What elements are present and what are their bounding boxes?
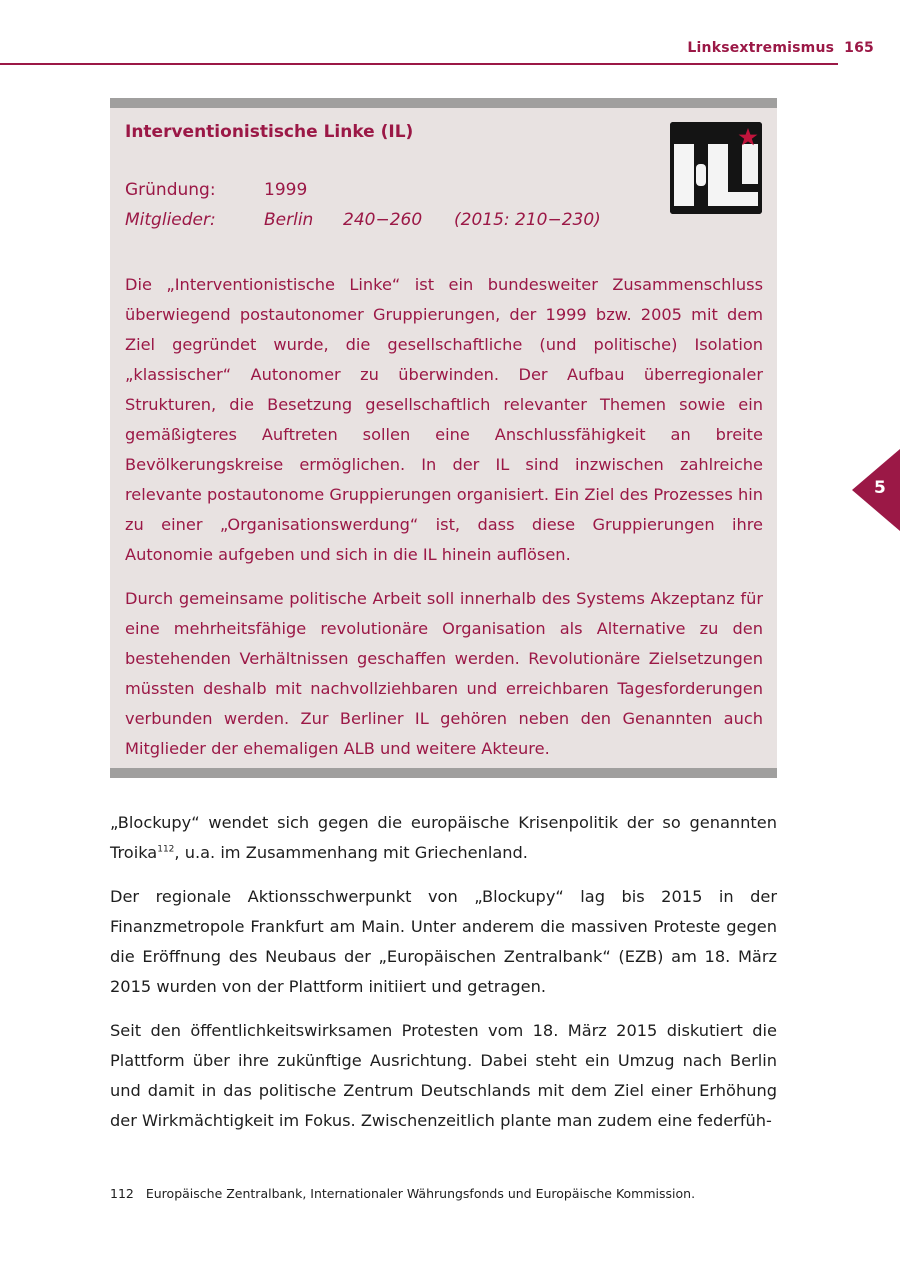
body-text — [110, 808, 777, 1150]
body-paragraph-3: Seit den öffentlichkeitswirksamen Protesten vom 18. März 2015 diskutiert die Plattform über ihre zukünftige Ausrichtung. Dabei steht ein Umzug nach Berlin und damit in das politische Zentrum Deutschlands mit dem Ziel einer Erhöhung der Wirkmächtigkeit im Fokus. Zwischenzeitlich plante man zudem eine federfüh- — [110, 1021, 777, 1130]
running-head — [687, 40, 874, 56]
footnote-number: 112 — [110, 1186, 134, 1201]
founding-label: Gründung: — [125, 180, 216, 200]
header-rule — [0, 63, 838, 65]
body-paragraph-1-text: „Blockupy“ wendet sich gegen die europäische Krisenpolitik der so genannten Troika — [110, 813, 777, 862]
section-title: Linksextremismus — [687, 40, 835, 56]
members-count: 240−260 — [343, 210, 423, 230]
info-box-title: Interventionistische Linke (IL) — [125, 122, 414, 142]
info-box-paragraph-2: Durch gemeinsame politische Arbeit soll innerhalb des Systems Akzeptanz für eine mehrheitsfähige revolutionäre Organisation als Alternative zu den bestehenden Verhältnissen geschaffen werden. Revolutionäre Zielsetzungen müssten deshalb mit nachvollziehbaren und erreichbaren Tagesforderungen verbunden werden. Zur Berliner IL gehören neben den Genannten auch Mitglieder der ehemaligen ALB und weitere Akteure. — [125, 589, 763, 758]
info-box-top-bar — [110, 98, 777, 108]
body-paragraph-1 — [110, 808, 777, 868]
founding-value: 1999 — [264, 180, 308, 200]
il-logo-icon — [670, 122, 762, 214]
info-box-text — [125, 270, 763, 778]
body-paragraph-1-tail: , u.a. im Zusammenhang mit Griechenland. — [174, 843, 528, 862]
info-box-paragraph-1: Die „Interventionistische Linke“ ist ein bundesweiter Zusammenschluss überwiegend postautonomer Gruppierungen, der 1999 bzw. 2005 mit dem Ziel gegründet wurde, die gesellschaftliche (und politische) Isolation „klassischer“ Autonomer zu überwinden. Der Aufbau überregionaler Strukturen, die Besetzung gesellschaftlich relevanter Themen sowie ein gemäßigteres Auftreten sollen eine Anschlussfähigkeit an breite Bevölkerungskreise ermöglichen. In der IL sind inzwischen zahlreiche relevante postautonome Gruppierungen organisiert. Ein Ziel des Prozesses hin zu einer „Organisationswerdung“ ist, dass diese Gruppierungen ihre Autonomie aufgeben und sich in die IL hinein auflösen. — [125, 275, 763, 564]
footnote-text: Europäische Zentralbank, Internationaler Währungsfonds und Europäische Kommission. — [145, 1186, 696, 1201]
footnote-reference[interactable]: 112 — [157, 844, 175, 855]
members-label: Mitglieder: — [125, 210, 216, 230]
members-place: Berlin — [264, 210, 314, 230]
info-box — [110, 98, 777, 778]
chapter-number: 5 — [874, 478, 886, 498]
footnote — [110, 1186, 810, 1201]
chapter-tab — [852, 449, 900, 531]
members-previous: (2015: 210−230) — [454, 210, 601, 230]
body-paragraph-2: Der regionale Aktionsschwerpunkt von „Blockupy“ lag bis 2015 in der Finanzmetropole Frankfurt am Main. Unter anderem die massiven Proteste gegen die Eröffnung des Neubaus der „Europäischen Zentralbank“ (EZB) am 18. März 2015 wurden von der Plattform initiiert und getragen. — [110, 887, 777, 996]
page-number: 165 — [844, 40, 874, 56]
info-box-bottom-bar — [110, 768, 777, 778]
